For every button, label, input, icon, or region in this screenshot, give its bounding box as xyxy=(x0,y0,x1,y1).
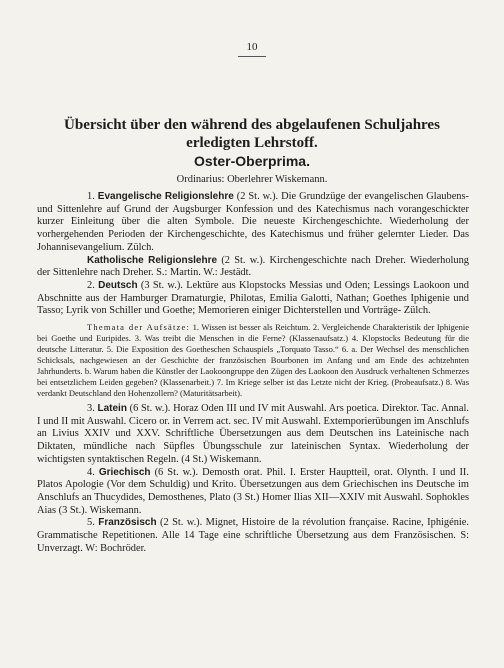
header-rule xyxy=(238,56,266,57)
section-number: 2. xyxy=(87,279,95,291)
section-title: Evangelische Religionslehre xyxy=(97,191,234,202)
section-evangelical-religion xyxy=(37,191,469,255)
section-latin xyxy=(37,403,469,467)
class-heading: Oster-Oberprima. xyxy=(194,153,310,169)
section-text: (3 St. w.). Lektüre aus Klopstocks Messias und Oden; Lessings Laokoon und Abschnitte aus der Hamburger Dramaturgie, Philotas, Emilia Galotti, Nathan; Goethes Iphigenie und Tasso; Lyrik von Schiller und Goethe; Memorieren einiger Dichterstellen und Vorträge- Zülch. xyxy=(37,279,469,317)
section-text: (6 St. w.). Demosth orat. Phil. I. Erster Hauptteil, orat. Olynth. I und II. Platos Apologie (Vor dem Schuldig) und Krito. Übersetzungen aus dem Griechischen ins Deutsche im Anschlufs an Thucydides, Demosthenes, Plato (3 St.) Homer Ilias XII—XXIV mit Auswahl. Sophokles Aias (3 St.). Wiskemann. xyxy=(37,466,469,516)
section-number: 3. xyxy=(87,403,95,415)
themes-label: Themata der Aufsätze: xyxy=(87,322,191,333)
section-title: Griechisch xyxy=(98,466,151,478)
section-french xyxy=(37,517,469,555)
section-german xyxy=(37,280,469,318)
section-title: Französisch xyxy=(98,517,157,529)
section-title: Katholische Religionslehre xyxy=(87,254,218,266)
ordinarius-line: Ordinarius: Oberlehrer Wiskemann. xyxy=(176,174,328,185)
report-title-line-1: Übersicht über den während des abgelaufenen Schuljahres xyxy=(64,117,440,133)
section-text: (6 St. w.). Horaz Oden III und IV mit Auswahl. Ars poetica. Direktor. Tac. Annal. I und II mit Auswahl. Cicero or. in Verrem act. sec. IV mit Auswahl. Extemporierübungen im Anschlufs an Livius XXIV und XXV. Schriftliche Übersetzungen aus dem Deutschen ins Lateinische nach Diktaten, mündliche nach Süpfles Übungsschule zur lateinischen Syntax. Wiederholung der wichtigsten syntaktischen Regeln. (4 St.) Wiskemann. xyxy=(37,403,469,465)
page-number: 10 xyxy=(246,41,258,53)
section-title: Latein xyxy=(97,403,127,415)
report-title-line-2: erledigten Lehrstoff. xyxy=(186,135,318,151)
curriculum-body xyxy=(37,191,469,555)
section-title: Deutsch xyxy=(98,279,138,291)
section-text: (2 St. w.). Kirchengeschichte nach Dreher. Wiederholung der Sittenlehre nach Dreher. S.: Martin. W.: Jestädt. xyxy=(37,254,469,279)
section-number: 4. xyxy=(87,466,95,478)
section-number: 5. xyxy=(87,517,95,529)
themes-text: 1. Wissen ist besser als Reichtum. 2. Vergleichende Charakteristik der Iphigenie bei Goethe und Euripides. 3. Was treibt die Menschen in die Ferne? (Klassenaufsatz.) 4. Klopstocks Bedeutung für die deutsche Litteratur. 5. Die Exposition des Goetheschen Schauspiels „Torquato Tasso.“ 6. a. Der Wechsel des menschlichen Schicksals, nachgewiesen an der Geschichte der französischen Bourbonen im Anfang und am Ende des achtzehnten Jahrhunderts. b. Warum haben die Künstler der Laokoongruppe den Zügen des Laokoon den Ausdruck verhaltenen Schmerzes bei entsetzlichem Leiden gegeben? (Klassenarbeit.) 7. Im Kriege selber ist das Letzte nicht der Krieg. (Probeaufsatz.) 8. Was verdankt Deutschland den Hohenzollern? (Maturitätsarbeit). xyxy=(37,322,469,399)
section-number: 1. xyxy=(87,191,95,202)
section-text: (2 St. w.). Die Grundzüge der evangelischen Glaubens- und Sittenlehre auf Grund der Augsburger Konfession und des Katechismus nach vorangeschickter kurzer Einleitung über die alten Symbole. Die neueste Kirchengeschichte. Wiederholung der vorhergehenden Perioden der Kirchengeschichte, des Katechismus und früher gelernter Lieder. Das Johannisevangelium. Zülch. xyxy=(37,191,470,253)
section-catholic-religion xyxy=(37,255,469,280)
essay-themes xyxy=(37,322,469,399)
section-greek xyxy=(37,467,469,518)
section-text: (2 St. w.). Mignet, Histoire de la révolution française. Racine, Iphigénie. Grammatische Repetitionen. Alle 14 Tage eine schriftliche Übersetzung aus dem Französischen. S: Unverzagt. W: Bochröder. xyxy=(37,517,469,554)
